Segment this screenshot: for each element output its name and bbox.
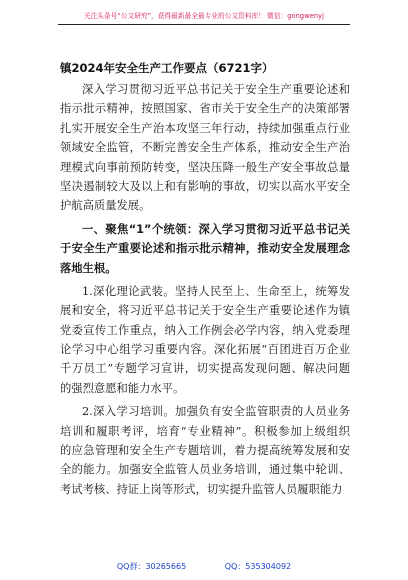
text-line: 于安全生产重要论述和指示批示精神，推动安全发展理念 xyxy=(60,242,350,256)
document-body xyxy=(60,80,350,499)
text-line: 指示批示精神，按照国家、省市关于安全生产的决策部署 xyxy=(60,102,350,116)
paragraph xyxy=(60,282,350,398)
document-title: 镇2024年安全生产工作要点（6721字） xyxy=(60,61,274,75)
header-divider xyxy=(58,24,350,25)
top-banner: 关注头条号“公文研究”，获得最新最全最专业的公文资料库！ 微信：gongwenyj xyxy=(83,12,325,20)
qq-group-number: QQ群：30265665 xyxy=(116,562,187,571)
text-line: 落地生根。 xyxy=(60,261,117,275)
text-line: 的应急管理和安全生产专题培训，着力提高统筹发展和安 xyxy=(60,444,350,458)
text-line: 考试考核、持证上岗等形式，切实提升监管人员履职能力 xyxy=(60,482,343,496)
paragraph xyxy=(60,402,350,499)
text-line: 展和安全，将习近平总书记关于安全生产重要论述作为镇 xyxy=(60,304,350,318)
text-line: 坚决遏制较大及以上和有影响的事故，切实以高水平安全 xyxy=(60,179,350,193)
text-line: 2.深入学习培训。加强负有安全监管职责的人员业务 xyxy=(82,405,350,419)
text-line: 深入学习贯彻习近平总书记关于安全生产重要论述和 xyxy=(82,83,350,96)
footer-contact xyxy=(0,561,408,572)
text-line: 党委宣传工作重点，纳入工作例会必学内容，纳入党委理 xyxy=(60,323,350,337)
text-line: 千万员工”专题学习宣讲，切实提高发现问题、解决问题 xyxy=(60,362,350,376)
qq-number: QQ：535304092 xyxy=(224,562,292,571)
text-line: 护航高质量发展。 xyxy=(60,199,151,213)
text-line: 领域安全监管，不断完善安全生产体系，推动安全生产治 xyxy=(60,141,350,155)
text-line: 培训和履职考评，培育“专业精神”。积极参加上级组织 xyxy=(60,424,350,438)
text-line: 1.深化理论武装。坚持人民至上、生命至上，统筹发 xyxy=(82,284,350,298)
text-line: 全的能力。加强安全监管人员业务培训，通过集中轮训、 xyxy=(60,463,350,477)
text-line: 论学习中心组学习重要内容。深化拓展“百团进百万企业 xyxy=(60,343,350,357)
text-line: 一、聚焦“1”个统领：深入学习贯彻习近平总书记关 xyxy=(82,222,350,236)
paragraph xyxy=(60,80,350,216)
text-line: 理模式向事前预防转变，坚决压降一般生产安全事故总量 xyxy=(60,160,350,174)
section-heading xyxy=(60,220,350,278)
text-line: 的强烈意愿和能力水平。 xyxy=(60,381,185,395)
text-line: 扎实开展安全生产治本攻坚三年行动，持续加强重点行业 xyxy=(60,121,350,135)
